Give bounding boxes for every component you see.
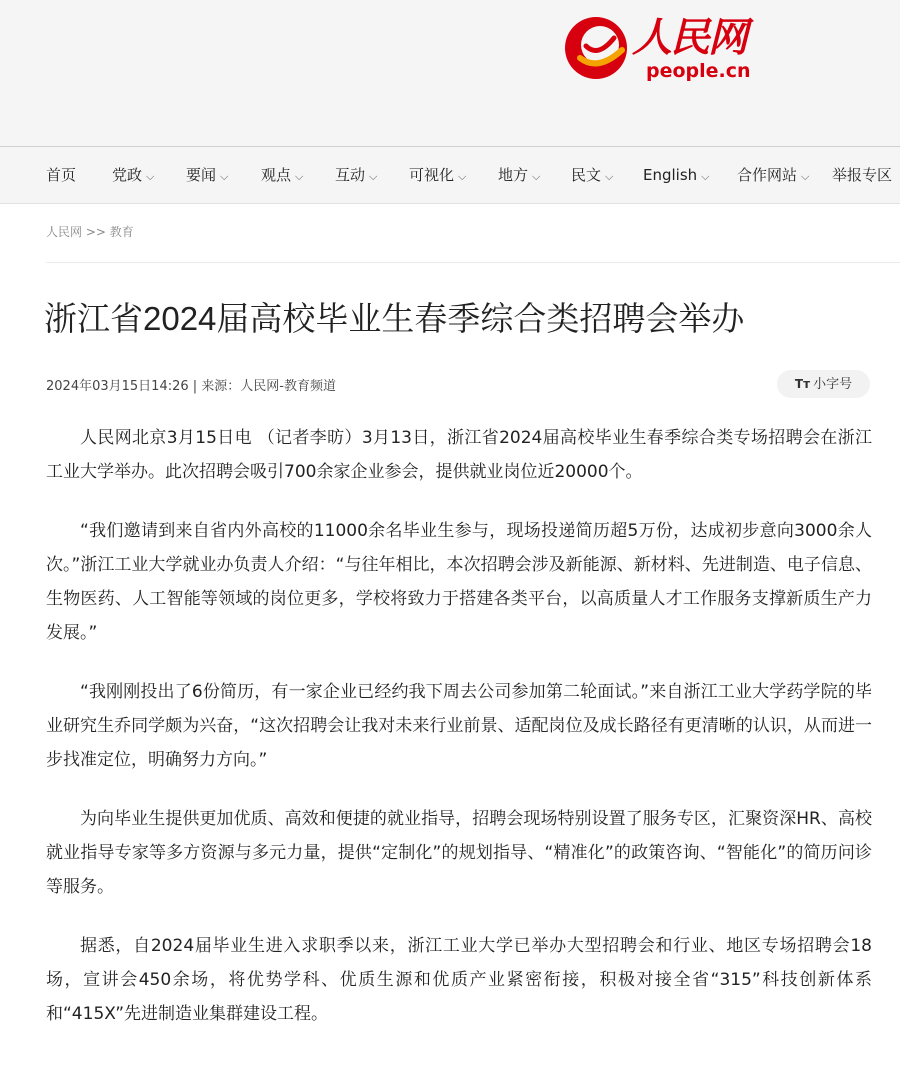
nav-item-report[interactable]: 举报专区	[832, 166, 893, 184]
paragraph: 为向毕业生提供更加优质、高效和便捷的就业指导，招聘会现场特别设置了服务专区，汇聚资深HR、高校就业指导专家等多方资源与多元力量，提供“定制化”的规划指导、“精准化”的政策咨询、“智能化”的简历问诊等服务。	[46, 809, 872, 897]
chevron-down-icon: ⌵	[369, 170, 378, 183]
article-title: 浙江省2024届高校毕业生春季综合类招聘会举办	[44, 300, 745, 337]
breadcrumb-section[interactable]: 教育	[109, 225, 134, 239]
chevron-down-icon: ⌵	[605, 170, 614, 183]
article-body	[46, 421, 872, 1056]
divider	[46, 262, 900, 263]
logo-text-en[interactable]: people.cn	[646, 60, 751, 82]
font-size-icon: Tт	[794, 377, 811, 391]
article-meta: 2024年03月15日14:26 | 来源：人民网-教育频道	[46, 379, 336, 394]
chevron-down-icon: ⌵	[532, 170, 541, 183]
nav-item-interact[interactable]: 互动 ⌵	[335, 166, 378, 184]
font-size-label: 小字号	[813, 377, 853, 392]
nav-item-visual[interactable]: 可视化 ⌵	[409, 166, 467, 184]
nav-item-party[interactable]: 党政 ⌵	[112, 166, 155, 184]
paragraph: “我们邀请到来自省内外高校的11000余名毕业生参与，现场投递简历超5万份，达成初步意向3000余人次。”浙江工业大学就业办负责人介绍：“与往年相比，本次招聘会涉及新能源、新材料、先进制造、电子信息、生物医药、人工智能等领域的岗位更多，学校将致力于搭建各类平台，以高质量人才工作服务支撑新质生产力发展。”	[46, 521, 872, 643]
font-size-toggle[interactable]	[777, 370, 870, 398]
nav-item-partners[interactable]: 合作网站 ⌵	[737, 166, 810, 184]
logo-text-cn[interactable]: 人民网	[632, 14, 746, 61]
nav-item-minwen[interactable]: 民文 ⌵	[571, 166, 614, 184]
chevron-down-icon: ⌵	[458, 170, 467, 183]
nav-item-opinion[interactable]: 观点 ⌵	[261, 166, 304, 184]
nav-item-english[interactable]: English ⌵	[643, 166, 710, 184]
paragraph: “我刚刚投出了6份简历，有一家企业已经约我下周去公司参加第二轮面试。”来自浙江工业大学药学院的毕业研究生乔同学颇为兴奋，“这次招聘会让我对未来行业前景、适配岗位及成长路径有更清晰的认识，从而进一步找准定位，明确努力方向。”	[46, 682, 872, 770]
breadcrumb-home[interactable]: 人民网	[46, 225, 83, 239]
nav-item-news[interactable]: 要闻 ⌵	[186, 166, 229, 184]
nav-item-local[interactable]: 地方 ⌵	[498, 166, 541, 184]
breadcrumb-separator: >>	[85, 225, 106, 239]
main-nav	[0, 147, 900, 204]
chevron-down-icon: ⌵	[146, 170, 155, 183]
chevron-down-icon: ⌵	[295, 170, 304, 183]
chevron-down-icon: ⌵	[701, 170, 710, 183]
site-header	[0, 0, 900, 147]
nav-item-home[interactable]: 首页	[46, 166, 77, 184]
paragraph: 据悉，自2024届毕业生进入求职季以来，浙江工业大学已举办大型招聘会和行业、地区专场招聘会18场，宣讲会450余场，将优势学科、优质生源和优质产业紧密衔接，积极对接全省“315”科技创新体系和“415X”先进制造业集群建设工程。	[46, 936, 872, 1024]
paragraph: 人民网北京3月15日电 （记者李昉）3月13日，浙江省2024届高校毕业生春季综合类专场招聘会在浙江工业大学举办。此次招聘会吸引700余家企业参会，提供就业岗位近20000个。	[46, 428, 872, 482]
breadcrumb	[46, 223, 134, 240]
chevron-down-icon: ⌵	[220, 170, 229, 183]
chevron-down-icon: ⌵	[801, 170, 810, 183]
